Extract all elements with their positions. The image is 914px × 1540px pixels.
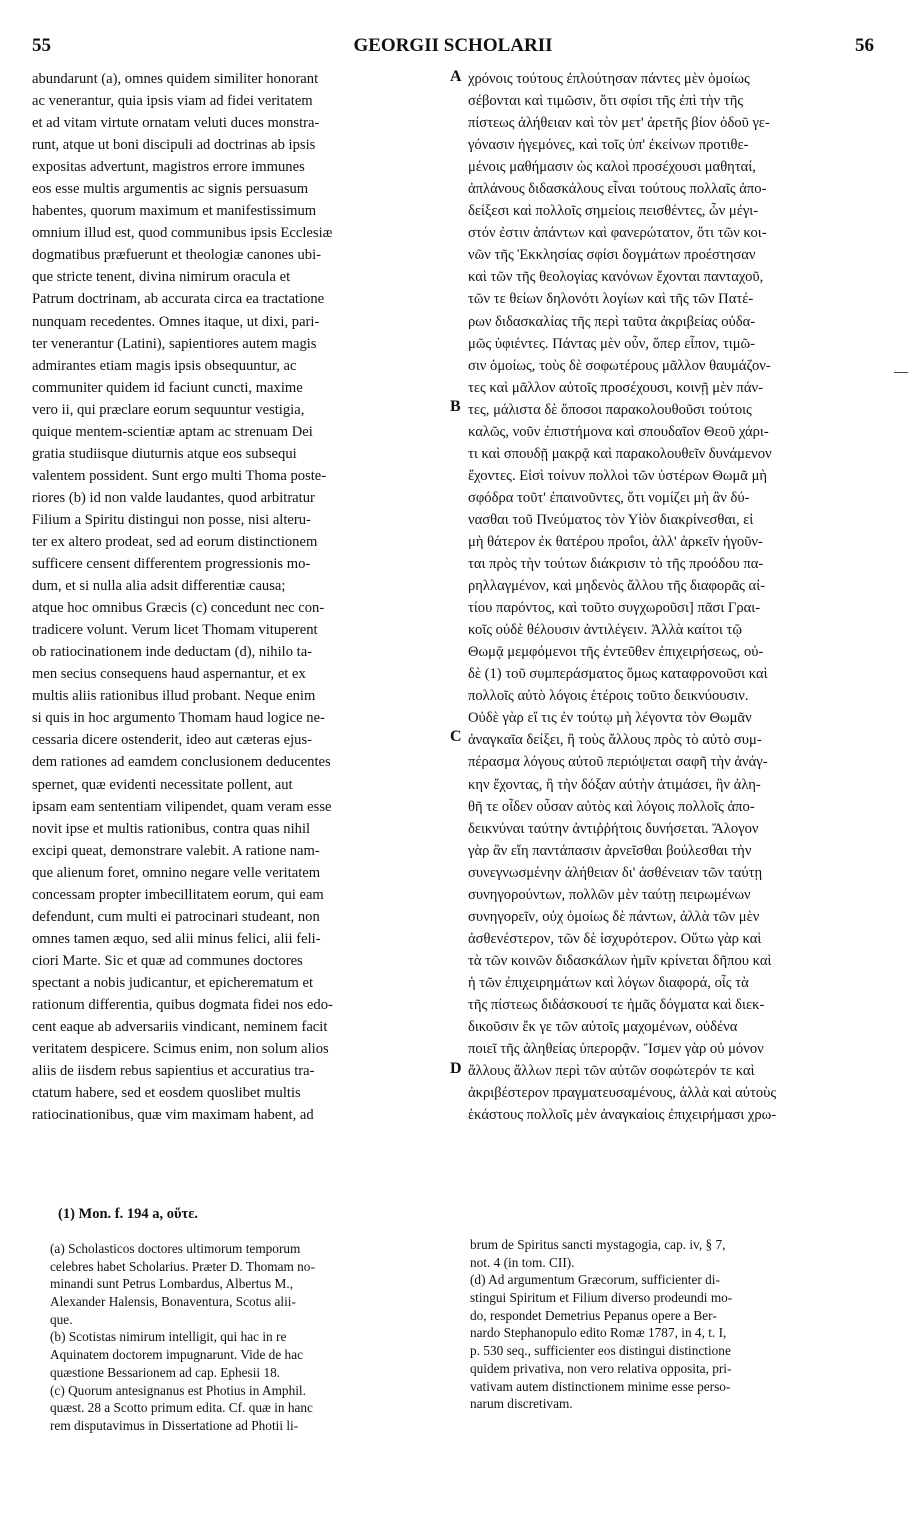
footnote-line: stingui Spiritum et Filium diverso prodeundi mo- [470,1290,733,1306]
greek-text-line: καλῶς, νοῦν ἐπιστήμονα καὶ σπουδαῖον Θεοῦ χάρι- [468,423,769,440]
latin-text-line: men secius consequens haud aspernantur, et ex [32,666,306,683]
latin-text-line: quique mentem-scientiæ aptam ac strenuam Dei [32,423,313,440]
greek-text-line: μὴ θάτερον ἐκ θατέρου προΐοι, ἀλλ' ἀρκεῖν ἡγοῦν- [468,533,763,550]
latin-text-line: dem rationes ad eamdem conclusionem deducentes [32,754,331,771]
footnote-line: not. 4 (in tom. CII). [470,1254,575,1270]
footnote-line: que. [50,1311,73,1327]
latin-text-line: multis aliis rationibus illud probant. Neque enim [32,688,316,705]
latin-text-line: admirantes etiam magis ipsis obsequuntur, ac [32,357,297,374]
greek-text-line: μῶς ὑφιέντες. Πάντας μὲν οὖν, ὅπερ εἶπον, τιμῶ- [468,335,755,352]
greek-text-line: τι καὶ σπουδῇ μακρᾷ καὶ παρακολουθεῖν δυνάμενον [468,445,772,462]
footnote-line: do, respondet Demetrius Pepanus opere a Ber- [470,1307,717,1323]
latin-column [32,68,442,1126]
latin-text-line: dogmatibus præfuerunt et theologiæ canones ubi- [32,247,321,264]
latin-text-line: habentes, quorum maximum et manifestissimum [32,203,317,220]
latin-text-line: spernet, quæ evidenti necessitate pollent, aut [32,776,293,793]
footnote-line: (a) Scholasticos doctores ultimorum temporum [50,1241,301,1256]
greek-text-line: δικοῦσιν ἔκ γε τῶν αὐτοῖς μαχομένων, οὐδένα [468,1019,738,1036]
latin-text-line: cessaria dicere ostenderit, ideo aut cæteras ejus- [32,732,312,749]
footnote-line: (d) Ad argumentum Græcorum, sufficienter di- [470,1272,720,1288]
notes-right-column [470,1236,880,1413]
latin-text-line: expositas advertunt, magistros errore immunes [32,159,305,176]
latin-text-line: valentem possident. Sunt ergo multi Thoma poste- [32,467,327,484]
latin-text-line: defendunt, cum multi ei patrocinari studeant, non [32,908,320,925]
latin-text-line: ob ratiocinationem inde deductam (d), nihilo ta- [32,644,313,661]
greek-text-line: δείξεσι καὶ πολλοῖς σημείοις πεισθέντες, ὧν μέγι- [468,203,759,220]
latin-text-line: riores (b) id non valde laudantes, quod arbitratur [32,489,315,506]
greek-text-line: ἀσθενέστερον, τῶν δὲ ἰσχυρότερον. Οὕτω γὰρ καὶ [468,930,762,947]
greek-text-line: κοῖς οὐδὲ θέλουσιν ἀντιλέγειν. Ἀλλὰ καίτοι τῷ [468,622,742,639]
greek-text-line: ἡ τῶν ἐπιχειρημάτων καὶ λόγων διαφορά, οἷς τὰ [468,974,749,991]
greek-text-line: ἀπλάνους διδασκάλους εἶναι τούτους πολλαῖς ἀπο- [468,181,767,198]
latin-text-line: eos esse multis argumentis ac signis persuasum [32,181,309,198]
greek-text-line: ἀκριβέστερον πραγματευσαμένους, ἀλλὰ καὶ αὐτοὺς [468,1085,777,1102]
greek-text-line: πίστεως ἀλήθειαν καὶ τὸν μετ' ἀρετῆς βίον ὁδοῦ γε- [468,115,770,132]
greek-text-line: Οὐδὲ γὰρ εἴ τις ἐν τούτῳ μὴ λέγοντα τὸν Θωμᾶν [468,710,752,727]
latin-text-line: nunquam recedentes. Omnes itaque, ut dixi, pari- [32,313,320,330]
greek-text-line: γὰρ ἂν εἴη παντάπασιν ἀρνεῖσθαι βούλεσθαι τὴν [468,842,752,859]
greek-text-line: τες καὶ μᾶλλον αὐτοῖς προσέχουσι, κοινῇ μὲν πάν- [468,379,763,396]
latin-text-line: vero ii, qui præclare eorum sequuntur vestigia, [32,401,305,418]
greek-text-line: μένοις μαθήμασιν ὡς καλοὶ προσέχουσι μαθηταί, [468,159,756,176]
latin-text-line: omnes tamen æquo, sed alii minus felici, alii feli- [32,930,321,947]
latin-text-line: si quis in hoc argumento Thomam haud logice ne- [32,710,325,727]
greek-text-line: νῶν τῆς Ἐκκλησίας σφίσι δογμάτων προέστησαν [468,247,756,264]
greek-text-line: σιν ὁμοίως, τοὺς δὲ σοφωτέρους μᾶλλον θαυμάζον- [468,357,771,374]
latin-text-line: abundarunt (a), omnes quidem similiter honorant [32,71,319,87]
latin-text-line: tradicere volunt. Verum licet Thomam vituperent [32,622,318,639]
greek-text-line: Θωμᾷ μεμφόμενοι τῆς ἐντεῦθεν ἐπιχειρήσεως, οὐ- [468,644,764,661]
greek-text-line: σφόδρα τοῦτ' ἐπαινοῦντες, ὅτι νομίζει μὴ ἂν δύ- [468,489,750,506]
footnote-line: quæstione Bessarionem ad cap. Ephesii 18. [50,1364,281,1380]
latin-text-line: Filium a Spiritu distingui non posse, nisi alteru- [32,511,311,528]
latin-text-line: aliis de iisdem rebus sapientius et accuratius tra- [32,1063,315,1080]
greek-text-line: καὶ τῶν τῆς θεολογίας κανόνων ἔχονται πανταχοῦ, [468,269,764,286]
section-marker-a: A [450,68,462,85]
greek-text-line: ἀναγκαῖα δείξει, ἢ τοὺς ἄλλους πρὸς τὸ αὐτὸ συμ- [468,732,762,749]
latin-text-line: communiter quidem id faciunt cuncti, maxime [32,379,303,396]
latin-text-line: et ad vitam virtute ornatam veluti duces monstra- [32,115,320,132]
greek-text-line: ται πρὸς τὴν τούτων διάκρισιν τὸ τῆς προόδου πα- [468,556,764,573]
latin-text-line: rationum differentia, quibus dogmata fidei nos edo- [32,996,333,1013]
footnote-line: nardo Stephanopulo edito Romæ 1787, in 4, t. I, [470,1325,727,1341]
footnote-line: (c) Quorum antesignanus est Photius in Amphil. [50,1382,306,1398]
greek-text-line: πέρασμα λόγους αὐτοῦ περιόψεται σαφῆ τὴν ἀνάγ- [468,754,768,771]
greek-text-line: κην ἔχοντας, ἢ τὴν δόξαν αὐτὴν ἀτιμάσει, ἣν ἀλη- [468,776,761,793]
latin-text-line: Patrum doctrinam, ab accurata circa ea tractatione [32,291,325,308]
greek-text-line: δὲ (1) τοῦ συμπεράσματος ὅμως καταφρονοῦσι καὶ [468,666,768,683]
latin-text-line: ter ex altero prodeat, sed ad eorum distinctionem [32,533,318,550]
latin-text-line: ac venerantur, quia ipsis viam ad fidei veritatem [32,93,313,110]
greek-text-line: γόνασιν ἡγεμόνες, καὶ τοῖς ὑπ' ἐκείνων προτιθε- [468,137,749,154]
left-page-number: 55 [32,35,51,56]
footnote-line: brum de Spiritus sancti mystagogia, cap. iv, § 7, [470,1237,726,1252]
latin-text-line: spectant a nobis judicantur, et epicherematum et [32,974,314,991]
greek-text-line: ρων διδασκαλίας τῆς περὶ ταῦτα ἀκριβείας οὐδα- [468,313,756,330]
greek-text-line: τες, μάλιστα δὲ ὅποσοι παρακολουθοῦσι τούτοις [468,401,752,418]
footnote-line: rem disputavimus in Dissertatione ad Photii li- [50,1417,299,1433]
footnote-line: (b) Scotistas nimirum intelligit, qui hac in re [50,1329,287,1345]
greek-text-line: δεικνύναι ταύτην ἀντιῤῥήτοις δυνήσεται. Ἄλογον [468,820,759,837]
greek-text-line: ἔχοντες. Εἰσὶ τοίνυν πολλοὶ τῶν ὑστέρων Θωμᾶ μὴ [468,467,768,484]
greek-text-line: τίου παρόντος, καὶ τοῦτο συγχωροῦσι] πᾶσι Γραι- [468,600,761,617]
latin-text-line: runt, atque ut boni discipuli ad doctrinas ab ipsis [32,137,316,154]
latin-text-line: ter venerantur (Latini), sapientiores autem magis [32,335,317,352]
footnote-line: vativam autem distinctionem minime esse perso- [470,1378,731,1394]
latin-text-line: que alienum foret, omnino negare velle veritatem [32,864,321,881]
greek-text-line: νασθαι τοῦ Πνεύματος τὸν Υἱὸν διακρίνεσθαι, εἰ [468,511,754,528]
section-marker-b: B [450,398,461,415]
latin-text-line: cent eaque ab adversariis vindicant, neminem facit [32,1019,328,1036]
greek-text-line: θῆ τε οἶδεν οὖσαν αὐτὸς καὶ λόγοις πολλοῖς ἀπο- [468,798,755,815]
greek-text-line: τὰ τῶν κοινῶν διδασκάλων ἡμῖν κρίνεται δῆπου καὶ [468,952,772,969]
greek-text-line: συνηγορεῖν, οὐχ ὁμοίως δὲ πάντων, ἀλλὰ τῶν μὲν [468,908,760,925]
latin-text-line: que stricte tenent, divina nimirum oracula et [32,269,291,286]
greek-text-line: συνεγνωσμένην ἀλήθειαν δι' ἀσθένειαν τῶν ταύτῃ [468,864,763,881]
footnote-line: p. 530 seq., sufficienter eos distingui distinctione [470,1343,731,1359]
footnote-line: minandi sunt Petrus Lombardus, Albertus M., [50,1276,294,1292]
section-marker-c: C [450,728,462,745]
latin-text-line: veritatem despicere. Scimus enim, non solum alios [32,1041,329,1058]
greek-text-line: ρηλλαγμένον, καὶ μηδενὸς ἄλλου τῆς διαφορᾶς αἰ- [468,578,765,595]
greek-text-line: τῶν τε θείων δηλονότι λογίων καὶ τῆς τῶν Πατέ- [468,291,754,308]
footnote-line: Alexander Halensis, Bonaventura, Scotus alii- [50,1294,296,1310]
greek-text-line: στόν ἐστιν ἁπάντων καὶ φανερώτατον, ὅτι τῶν κοι- [468,225,767,242]
latin-text-line: excipi queat, demonstrare valebit. A ratione nam- [32,842,320,859]
latin-text-line: gratia studiisque diuturnis atque eos subsequi [32,445,297,462]
greek-text-line: πολλοῖς αὐτὸ λόγοις ἑτέροις τοῦτο δεικνύουσιν. [468,688,749,705]
greek-text-line: ποιεῖ τῆς ἀληθείας ὑπερορᾷν. Ἴσμεν γὰρ οὐ μόνον [468,1041,764,1058]
footnote-line: Aquinatem doctorem impugnarunt. Vide de hac [50,1347,304,1363]
greek-text-line: τῆς πίστεως διδάσκουσί τε ἡμᾶς δόγματα καὶ διεκ- [468,996,765,1013]
margin-rule [894,372,908,373]
footnote-line: narum discretivam. [470,1396,573,1412]
latin-text-line: novit ipse et multis rationibus, contra quas nihil [32,820,311,837]
latin-text-line: ciori Marte. Sic et quæ ad communes doctores [32,952,303,969]
greek-text-line: ἄλλους ἄλλων περὶ τῶν αὐτῶν σοφώτερόν τε καὶ [468,1063,755,1080]
latin-text-line: atque hoc omnibus Græcis (c) concedunt nec con- [32,600,325,617]
latin-text-line: ipsam eam sententiam vilipendet, quam veram esse [32,798,332,815]
latin-text-line: sufficere censent differentem progressionis mo- [32,556,311,573]
greek-text-line: χρόνοις τούτους ἐπλούτησαν πάντες μὲν ὁμοίως [468,71,750,87]
greek-text-line: ἑκάστους πολλοῖς μὲν ἀναγκαίοις ἐπιχειρήμασι χρω- [468,1107,777,1124]
latin-text-line: concessam propter imbecillitatem eorum, qui eam [32,886,324,903]
notes-left-column [50,1240,445,1435]
section-marker-d: D [450,1060,462,1077]
greek-text-line: συνηγορούντων, πολλῶν μὲν ταύτῃ πειρωμένων [468,886,751,903]
page-header [32,32,874,60]
greek-column [468,68,878,1126]
latin-text-line: ctatum habere, sed et eosdem quoslibet multis [32,1085,301,1102]
footnote-line: celebres habet Scholarius. Præter D. Thomam no- [50,1258,315,1274]
footnote-line: quæst. 28 a Scotto primum edita. Cf. quæ in hanc [50,1400,313,1416]
right-page-number: 56 [855,35,874,56]
footnote-line: quidem privativa, non vero relativa opposita, pri- [470,1360,732,1376]
footnote-main: (1) Mon. f. 194 a, οὕτε. [58,1206,199,1222]
latin-text-line: omnium illud est, quod communibus ipsis Ecclesiæ [32,225,333,242]
running-title: GEORGII SCHOLARII [353,35,553,56]
latin-text-line: dum, et si nulla alia adsit differentiæ causa; [32,578,286,595]
latin-text-line: ratiocinationibus, quæ vim maximam habent, ad [32,1107,314,1124]
greek-text-line: σέβονται καὶ τιμῶσιν, ὅτι σφίσι τῆς ἐπὶ τὴν τῆς [468,93,744,110]
